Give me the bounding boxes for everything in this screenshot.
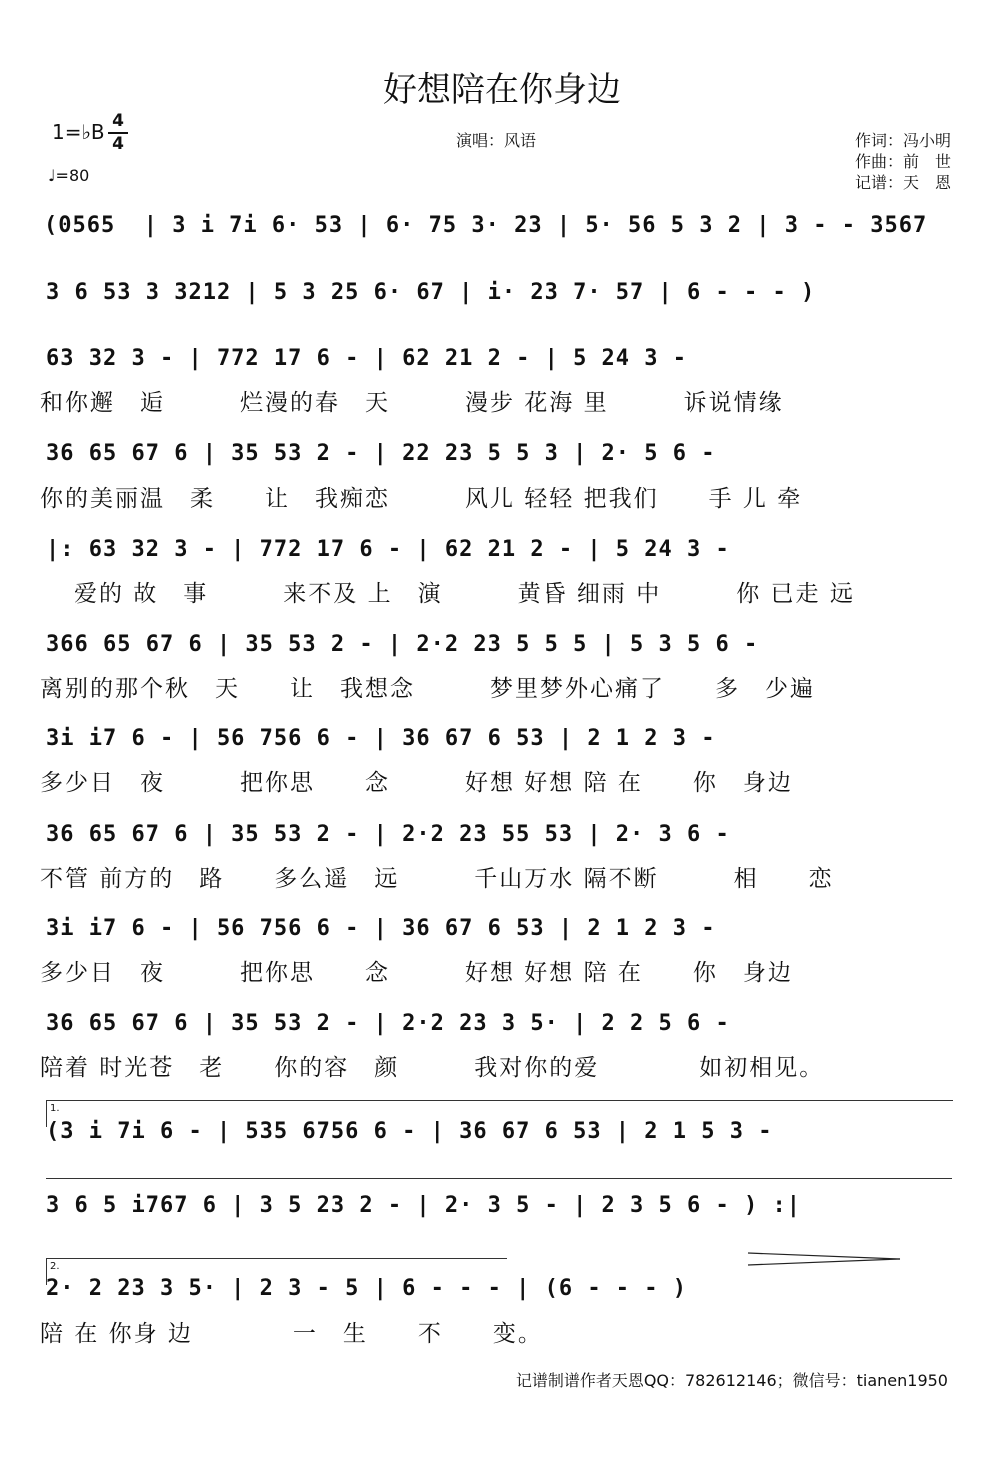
notation-row-7: 3i i7 6 - | 56 756 6 - | 36 67 6 53 | 2 1 2 3 - [46,726,716,751]
notation-row-1: (0565 | 3 i 7i 6· 53 | 6· 75 3· 23 | 5· 56 5 3 2 | 3 - - 3567 [44,213,928,238]
tempo-mark: ♩=80 [48,166,90,185]
composer-credit: 作曲：前 世 [855,152,952,171]
notation-row-11: (3 i 7i 6 - | 535 6756 6 - | 36 67 6 53 | 2 1 5 3 - [46,1119,773,1144]
lyrics-row-1: 和你邂 逅 烂漫的春 天 漫步 花海 里 诉说情缘 [40,390,784,416]
time-sig-top: 4 [112,111,124,131]
time-signature [108,112,128,154]
singer-credit: 演唱：风语 [456,131,537,150]
volta-1-continuation [46,1178,952,1181]
notation-row-12: 3 6 5 i767 6 | 3 5 23 2 - | 2· 3 5 - | 2 3 5 6 - ) :| [46,1193,801,1218]
song-title: 好想陪在你身边 [383,70,621,110]
lyrics-row-3: 爱的 故 事 来不及 上 演 黄昏 细雨 中 你 已走 远 [74,581,855,607]
volta-1-label: 1. [50,1103,60,1114]
time-sig-bottom: 4 [112,134,124,154]
notation-row-3: 63 32 3 - | 772 17 6 - | 62 21 2 - | 5 24 3 - [46,346,688,371]
lyrics-row-7: 多少日 夜 把你思 念 好想 好想 陪 在 你 身边 [40,960,793,986]
notation-row-5: |: 63 32 3 - | 772 17 6 - | 62 21 2 - | 5 24 3 - [46,537,730,562]
key-signature: 1=♭B [52,120,105,144]
notation-row-13: 2· 2 23 3 5· | 2 3 - 5 | 6 - - - | (6 - - - ) [46,1276,688,1301]
notation-row-9: 3i i7 6 - | 56 756 6 - | 36 67 6 53 | 2 1 2 3 - [46,916,716,941]
lyricist-credit: 作词：冯小明 [855,131,952,150]
volta-2-label: 2. [50,1261,60,1272]
notation-row-8: 36 65 67 6 | 35 53 2 - | 2·2 23 55 53 | 2· 3 6 - [46,822,730,847]
lyrics-row-5: 多少日 夜 把你思 念 好想 好想 陪 在 你 身边 [40,770,793,796]
lyrics-row-6: 不管 前方的 路 多么遥 远 千山万水 隔不断 相 恋 [40,866,834,892]
footer-credit: 记谱制谱作者天恩QQ：782612146；微信号：tianen1950 [515,1371,948,1390]
notation-row-2: 3 6 53 3 3212 | 5 3 25 6· 67 | i· 23 7· 57 | 6 - - - ) [46,280,816,305]
lyrics-row-4: 离别的那个秋 天 让 我想念 梦里梦外心痛了 多 少遍 [40,676,815,702]
lyrics-row-2: 你的美丽温 柔 让 我痴恋 风儿 轻轻 把我们 手 儿 牵 [40,486,803,512]
lyrics-row-9: 陪 在 你身 边 一 生 不 变。 [40,1321,543,1347]
notation-row-10: 36 65 67 6 | 35 53 2 - | 2·2 23 3 5· | 2 2 5 6 - [46,1011,730,1036]
notation-row-6: 366 65 67 6 | 35 53 2 - | 2·2 23 5 5 5 | 5 3 5 6 - [46,632,759,657]
notation-row-4: 36 65 67 6 | 35 53 2 - | 22 23 5 5 3 | 2· 5 6 - [46,441,716,466]
transcriber-credit: 记谱：天 恩 [855,173,952,192]
lyrics-row-8: 陪着 时光苍 老 你的容 颜 我对你的爱 如初相见。 [40,1055,825,1081]
decrescendo-hairpin [746,1250,906,1270]
